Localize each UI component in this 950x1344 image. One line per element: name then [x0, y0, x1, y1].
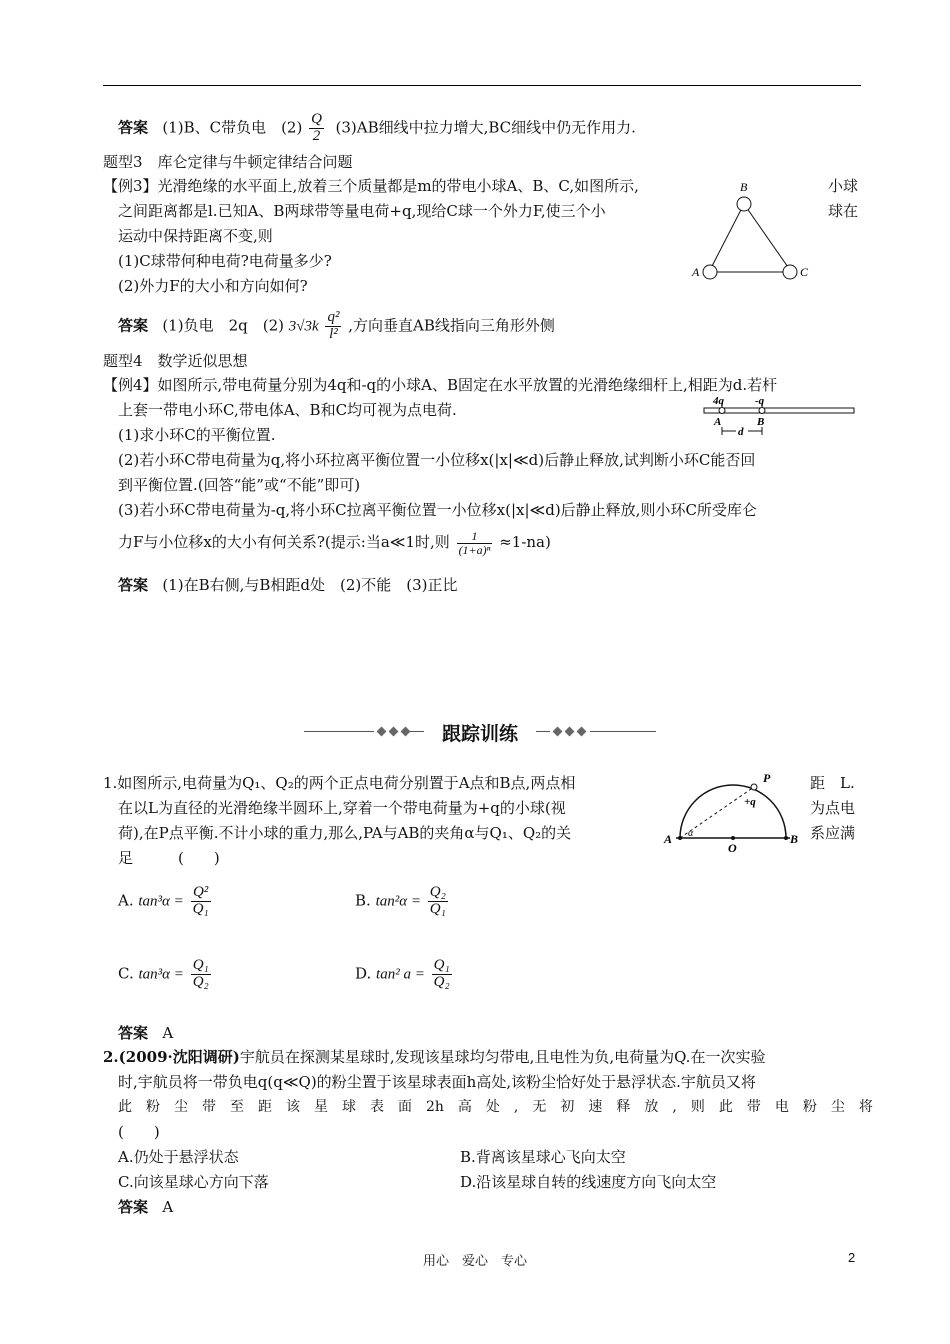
frac-numerator: q² [327, 309, 340, 325]
ex3-line1-right: 小球 [828, 177, 859, 195]
p2-option-a[interactable]: A.仍处于悬浮状态 [118, 1148, 239, 1166]
label-b: B [740, 180, 748, 194]
ball-b [737, 197, 751, 211]
option-lhs: tan²α = [375, 893, 421, 910]
frac-numerator: Q₁ [433, 957, 450, 973]
answer-label: 答案 [118, 1024, 149, 1042]
p1-line2-right: 为点电 [810, 799, 856, 817]
answer-text: A [162, 1024, 174, 1042]
triangle-figure [688, 180, 818, 290]
p1-option-c[interactable] [118, 958, 213, 991]
frac-denominator: (1+a)ⁿ [458, 542, 491, 557]
fraction [325, 310, 341, 343]
ex4-q1: (1)求小环C的平衡位置. [118, 426, 276, 444]
p2-line1-wrap [103, 1046, 765, 1067]
p1-line4: 足 ( ) [118, 849, 220, 867]
ex4-q3b: 力F与小位移x的大小有何关系?(提示:当a≪1时,则 [118, 533, 450, 552]
ex4-answer [118, 574, 458, 595]
rod-figure [700, 393, 860, 437]
option-label: D. [355, 964, 372, 983]
ornament-icon [401, 727, 411, 737]
label-o: O [728, 841, 737, 854]
label-b: B [790, 832, 799, 846]
answer-label: 答案 [118, 576, 149, 594]
ex3-q2: (2)外力F的大小和方向如何? [118, 277, 308, 295]
hint-fraction [457, 530, 493, 556]
answer-label: 答案 [118, 118, 149, 137]
answer-label: 答案 [118, 316, 149, 335]
heading-rule-right [590, 731, 656, 732]
frac-numerator: Q₂ [429, 884, 446, 900]
p1-option-a[interactable] [118, 885, 213, 918]
option-fraction [428, 885, 448, 918]
ex4-q3c: ≈1-na) [499, 533, 551, 552]
label-a: A [664, 832, 673, 846]
frac-numerator: Q₁ [192, 957, 209, 973]
option-label: A. [118, 891, 134, 910]
frac-denominator: Q₂ [192, 973, 209, 990]
charge-b [759, 408, 765, 414]
type3-heading: 题型3 库仑定律与牛顿定律结合问题 [103, 153, 353, 171]
label-b: B [757, 416, 765, 428]
answer-math: 3√3k [288, 318, 319, 335]
type4-heading: 题型4 数学近似思想 [103, 352, 248, 370]
ornament-icon [565, 727, 575, 737]
option-fraction [432, 958, 452, 991]
p1-line2: 在以L为直径的光滑绝缘半圆环上,穿着一个带电荷量为+q的小球(视 [118, 799, 566, 817]
frac-denominator: 2 [312, 127, 321, 144]
frac-denominator: Q₁ [192, 900, 209, 917]
ex3-line2-right: 球在 [828, 202, 859, 220]
p2-line4: ( ) [118, 1123, 160, 1141]
p2-answer [118, 1196, 173, 1217]
label-plus-q: +q [744, 796, 756, 808]
label-c: C [800, 265, 809, 279]
p1-option-d[interactable] [355, 958, 454, 991]
p1-line3: 荷),在P点平衡.不计小球的重力,那么,PA与AB的夹角α与Q₁、Q₂的关 [118, 824, 572, 842]
semicircle-figure [660, 770, 808, 854]
fraction [309, 112, 324, 145]
option-lhs: tan² a = [376, 966, 425, 983]
p1-answer [118, 1022, 173, 1043]
answer-text: (1)B、C带负电 (2) [162, 118, 303, 137]
ex4-line2: 上套一带电小环C,带电体A、B和C均可视为点电荷. [118, 401, 457, 419]
answer-text: (1)在B右侧,与B相距d处 (2)不能 (3)正比 [162, 576, 458, 594]
label-a: A [692, 265, 700, 279]
answer-label: 答案 [118, 1198, 149, 1216]
answer-text-2: (3)AB细线中拉力增大,BC细线中仍无作用力. [335, 118, 636, 137]
label-minus-q: -q [755, 395, 765, 407]
ex3-line3: 运动中保持距离不变,则 [118, 227, 273, 245]
label-d: d [738, 426, 744, 437]
ex4-line1: 【例4】如图所示,带电荷量分别为4q和-q的小球A、B固定在水平放置的光滑绝缘细杆上,相距为d.若杆 [103, 376, 778, 394]
rod [704, 408, 854, 413]
answer-line-prev [118, 112, 636, 145]
option-fraction [191, 958, 211, 991]
page-number: 2 [848, 1250, 856, 1265]
p2-option-c[interactable]: C.向该星球心方向下落 [118, 1173, 269, 1191]
p2-line3: 此 粉 尘 带 至 距 该 星 球 表 面 2h 高 处 , 无 初 速 释 放 , 则 此 带 电 粉 尘 将 [118, 1099, 873, 1115]
p2-option-d[interactable]: D.沿该星球自转的线速度方向飞向太空 [460, 1173, 717, 1191]
option-label: B. [355, 891, 371, 910]
p2-option-b[interactable]: B.背离该星球心飞向太空 [460, 1148, 626, 1166]
frac-numerator: 1 [457, 530, 493, 544]
p2-line2: 时,宇航员将一带负电q(q≪Q)的粉尘置于该星球表面h高处,该粉尘恰好处于悬浮状态.宇航员又将 [118, 1073, 756, 1091]
footer-slogan: 用心 爱心 专心 [422, 1254, 527, 1269]
ornament-icon [377, 727, 387, 737]
frac-denominator: l² [329, 325, 338, 342]
ex3-line2: 之间距离都是l.已知A、B两球带等量电荷+q,现给C球一个外力F,使三个小 [118, 202, 606, 220]
p1-option-b[interactable] [355, 885, 450, 918]
ornament-icon [389, 727, 399, 737]
section-heading [304, 716, 656, 746]
ball-p [751, 784, 757, 790]
ball-a [703, 265, 717, 279]
option-label: C. [118, 964, 134, 983]
header-rule [103, 85, 861, 86]
option-lhs: tan³α = [138, 966, 184, 983]
label-alpha: α [688, 828, 694, 839]
frac-denominator: Q₂ [433, 973, 450, 990]
frac-denominator: Q₁ [429, 900, 446, 917]
ornament-icon [577, 727, 587, 737]
answer-text-2: ,方向垂直AB线指向三角形外侧 [348, 316, 555, 335]
p1-line1: 1.如图所示,电荷量为Q₁、Q₂的两个正点电荷分别置于A点和B点,两点相 [103, 774, 576, 792]
heading-rule-left [304, 731, 374, 732]
ornament-icon [553, 727, 563, 737]
heading-rule [410, 731, 424, 732]
heading-rule [536, 731, 550, 732]
label-p: P [763, 771, 771, 785]
ex3-line1: 【例3】光滑绝缘的水平面上,放着三个质量都是m的带电小球A、B、C,如图所示, [103, 177, 639, 195]
charge-a [719, 408, 725, 414]
p1-line1-right: 距 L. [810, 774, 855, 792]
frac-numerator: Q [311, 111, 322, 127]
answer-text: A [162, 1198, 174, 1216]
ex4-q3a: (3)若小环C带电荷量为-q,将小环C拉离平衡位置一小位移x(|x|≪d)后静止释放,则小环C所受库仑 [118, 501, 757, 519]
p1-line3-right: 系应满 [810, 824, 856, 842]
ex3-q1: (1)C球带何种电荷?电荷量多少? [118, 252, 332, 270]
option-fraction [191, 885, 211, 918]
option-lhs: tan³α = [138, 893, 184, 910]
ex3-answer [118, 310, 555, 343]
p2-source: 2.(2009·沈阳调研) [103, 1048, 240, 1066]
frac-numerator: Q² [191, 885, 211, 902]
p2-line1: 宇航员在探测某星球时,发现该星球均匀带电,且电性为负,电荷量为Q.在一次实验 [239, 1048, 766, 1066]
section-title: 跟踪训练 [441, 723, 518, 745]
label-4q: 4q [713, 395, 724, 407]
ex4-q2a: (2)若小环C带电荷量为q,将小环拉离平衡位置一小位移x(|x|≪d)后静止释放,试判断小环C能否回 [118, 451, 756, 469]
ex4-q3b-line [118, 530, 551, 556]
answer-text: (1)负电 2q (2) [162, 316, 284, 335]
ball-c [783, 265, 797, 279]
ex4-q2b: 到平衡位置.(回答“能”或“不能”即可) [118, 476, 361, 494]
label-a: A [714, 416, 722, 428]
